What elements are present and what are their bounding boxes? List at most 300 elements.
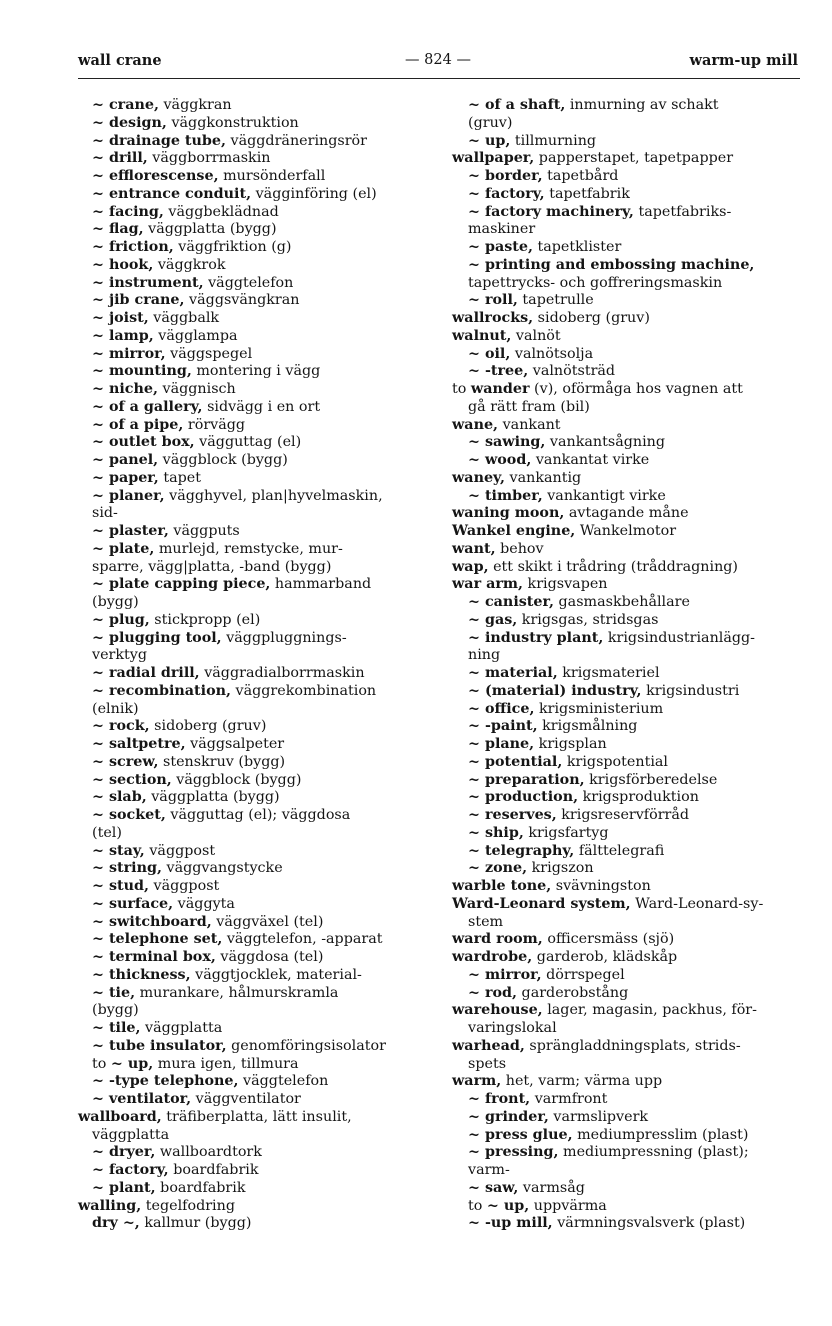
entry-term: dry ~, [92,1215,140,1232]
entry-term: wardrobe, [452,949,533,965]
entry-term: walling, [78,1197,142,1214]
entry-term: ~ tie, [92,984,136,1001]
entry-line [452,1144,804,1162]
entry-text: väggkran [158,97,232,113]
entry-line [452,381,804,399]
entry-line [78,363,438,381]
entry-term: ~ telegraphy, [468,842,575,859]
entry-text: krigsreservförråd [556,807,690,823]
entry-text: officersmäss (sjö) [542,931,675,948]
entry-term: ~ outlet box, [92,434,195,451]
entry-term: ~ potential, [468,753,563,770]
page-number: — 824 — [405,52,471,68]
entry-line [452,754,804,772]
entry-text: krigspotential [562,753,668,770]
entry-line [78,1180,438,1198]
entry-text: krigsgas, stridsgas [517,611,659,628]
entry-text: kallmur (bygg) [139,1215,252,1232]
entry-term: ~ entrance conduit, [92,185,252,202]
entry-term: ~ factory, [92,1162,169,1178]
entry-line [452,896,804,914]
entry-line [452,949,804,967]
entry-line [78,115,438,133]
entry-line [78,878,438,896]
entry-line [78,488,438,506]
entry-line [78,1127,438,1145]
entry-line [452,434,804,452]
entry-text: tapettrycks- och goffreringsmaskin [468,274,723,291]
entry-term: ~ mirror, [92,345,166,362]
entry-text: (tel) [92,824,122,841]
entry-text: vankantig [504,469,582,486]
entry-term: ~ front, [468,1091,531,1107]
entry-term: warhead, [452,1037,525,1054]
entry-line [452,186,804,204]
entry-text: vägguttag (el); väggdosa [165,807,351,823]
entry-term: ~ plaster, [92,523,169,539]
entry-text: ning [468,647,501,664]
entry-text: väggtelefon [238,1073,329,1090]
entry-line [78,1198,438,1216]
entry-line [452,97,804,115]
entry-line [452,470,804,488]
entry-term: ~ crane, [92,97,159,113]
entry-line [78,381,438,399]
entry-text: krigsmålning [537,718,638,735]
entry-text: värmningsvalsverk (plast) [552,1215,746,1232]
entry-text: väggdosa (tel) [215,949,324,965]
entry-text: väggventilator [191,1091,301,1107]
entry-line [452,1091,804,1109]
entry-line [452,665,804,683]
entry-term: ~ sawing, [468,434,546,451]
entry-text: Wankelmotor [575,523,677,539]
entry-line [78,736,438,754]
entry-term: ~ plane, [468,736,535,752]
entry-line [78,292,438,310]
entry-text: väggbeklädnad [163,203,279,220]
entry-line [452,736,804,754]
entry-term: wallpaper, [452,150,535,167]
entry-line [452,310,804,328]
entry-text: garderob, klädskåp [532,949,678,965]
entry-term: ~ slab, [92,789,147,806]
entry-line [452,150,804,168]
entry-term: ~ paste, [468,239,533,255]
entry-term: ~ tile, [92,1020,141,1036]
entry-line [78,701,438,719]
entry-term: ~ plant, [92,1179,156,1196]
entry-text: to [468,1197,487,1214]
entry-line [452,133,804,151]
entry-term: ~ -paint, [468,718,538,735]
entry-text: väggputs [168,523,240,539]
entry-term: waney, [452,469,505,486]
entry-term: ~ switchboard, [92,913,212,930]
entry-term: ~ tube insulator, [92,1037,227,1054]
entry-term: ~ design, [92,114,167,131]
entry-text: sidoberg (gruv) [533,310,650,326]
entry-line [78,275,438,293]
entry-text: krigsplan [534,736,607,752]
entry-term: ~ office, [468,700,535,717]
entry-term: ~ thickness, [92,966,191,983]
entry-text: sprängladdningsplats, strids- [524,1037,741,1054]
entry-line [78,718,438,736]
entry-line [452,647,804,665]
entry-text: dörrspegel [541,966,625,983]
entry-term: ~ stay, [92,842,145,859]
entry-text: väggtelefon [203,274,294,291]
entry-term: ~ jib crane, [92,292,185,309]
entry-line [78,1109,438,1127]
entry-term: ~ material, [468,665,558,681]
entry-term: ~ saw, [468,1179,519,1196]
entry-term: wallboard, [78,1108,162,1125]
entry-text: väggsvängkran [184,292,300,309]
entry-line [78,328,438,346]
entry-line [78,470,438,488]
entry-line [78,754,438,772]
entry-text: krigsmateriel [557,665,660,681]
entry-line [452,789,804,807]
entry-term: ~ recombination, [92,682,231,699]
entry-term: ~ friction, [92,239,174,255]
entry-term: ~ gas, [468,611,518,628]
entry-text: väggpluggnings- [221,629,347,646]
entry-line [452,1002,804,1020]
entry-term: ~ instrument, [92,274,204,291]
entry-term: ~ -type telephone, [92,1073,239,1090]
entry-term: ~ of a pipe, [92,416,184,433]
entry-term: ~ section, [92,771,172,788]
entry-text: väggrekombination [230,682,377,699]
entry-text: genomföringsisolator [226,1037,386,1054]
entry-term: ~ radial drill, [92,665,200,681]
entry-term: ~ roll, [468,292,518,309]
entry-term: wane, [452,416,499,433]
entry-text: mediumpressning (plast); [558,1144,749,1161]
entry-term: ~ string, [92,860,162,877]
entry-text: tapetfabriks- [633,203,732,220]
entry-text: vankantat virke [531,452,650,468]
entry-text: stenskruv (bygg) [158,753,286,770]
entry-text: valnötsträd [528,363,616,380]
entry-term: ~ terminal box, [92,949,216,965]
entry-text: väggblock (bygg) [171,771,302,788]
entry-line [452,914,804,932]
entry-text: Ward-Leonard-sy- [630,895,764,912]
entry-text: väggspegel [165,345,253,362]
entry-line [452,363,804,381]
entry-text: väggdräneringsrör [225,132,367,149]
entry-term: ~ plate capping piece, [92,576,271,593]
entry-line [78,399,438,417]
entry-term: warble tone, [452,878,552,894]
entry-term: ~ industry plant, [468,629,604,646]
entry-text: väggkonstruktion [166,114,299,131]
entry-text: boardfabrik [168,1162,259,1178]
entry-line [78,949,438,967]
entry-line [78,452,438,470]
entry-text: väggblock (bygg) [158,452,288,468]
entry-text: uppvärma [529,1197,607,1214]
entry-term: ~ drainage tube, [92,132,226,149]
entry-line [452,292,804,310]
entry-text: väggyta [173,895,235,912]
entry-term: ~ press glue, [468,1126,573,1143]
entry-term: ~ hook, [92,256,154,273]
left-column [78,97,438,1233]
entry-text: väggtjocklek, material- [190,966,362,983]
entry-text: krigsministerium [534,700,664,717]
entry-term: ~ joist, [92,310,149,326]
entry-term: ~ grinder, [468,1108,549,1125]
entry-line [78,665,438,683]
entry-line [452,275,804,293]
entry-term: ~ mounting, [92,363,192,380]
entry-text: papperstapet, tapetpapper [534,150,734,167]
entry-text: gå rätt fram (bil) [468,398,590,415]
entry-line [78,239,438,257]
entry-term: ~ canister, [468,594,554,610]
entry-text: hammarband [270,576,372,593]
entry-term: Ward-Leonard system, [452,895,631,912]
entry-line [78,1144,438,1162]
entry-line [452,1127,804,1145]
entry-term: ~ drill, [92,150,148,167]
entry-term: ~ screw, [92,753,159,770]
entry-line [78,1038,438,1056]
entry-line [78,1020,438,1038]
entry-text: vägglampa [153,327,238,344]
entry-line [452,1109,804,1127]
entry-text: väggpost [144,842,216,859]
entry-line [78,1073,438,1091]
entry-term: ~ wood, [468,452,532,468]
entry-text: vankant [498,416,561,433]
entry-text: vankantsågning [545,434,666,451]
entry-text: krigszon [527,860,594,877]
entry-text: lager, magasin, packhus, för- [542,1002,757,1019]
entry-line [78,505,438,523]
entry-text: ett skikt i trådring (tråddragning) [488,558,739,575]
entry-line [78,931,438,949]
entry-line [452,683,804,701]
entry-line [78,310,438,328]
entry-line [452,168,804,186]
entry-term: Wankel engine, [452,523,576,539]
entry-line [78,559,438,577]
entry-text: valnötsolja [510,345,594,362]
entry-text: stem [468,913,504,930]
entry-term: want, [452,540,496,557]
entry-line [452,825,804,843]
entry-text: varmslipverk [548,1108,649,1125]
entry-text: rörvägg [183,416,246,433]
entry-text: (bygg) [92,594,139,610]
entry-text: valnöt [511,327,561,344]
entry-term: ~ (material) industry, [468,682,642,699]
entry-text: to [92,1055,111,1072]
entry-term: ~ socket, [92,807,166,823]
entry-line [452,328,804,346]
entry-line [452,239,804,257]
entry-line [78,417,438,435]
entry-term: ~ up, [486,1197,530,1214]
entry-line [452,807,804,825]
entry-term: ~ facing, [92,203,164,220]
entry-text: sidoberg (gruv) [149,718,267,735]
entry-term: ~ saltpetre, [92,736,186,752]
entry-text: tegelfodring [141,1197,235,1214]
entry-text: krigsförberedelse [584,771,718,788]
entry-text: varmsåg [518,1179,585,1196]
entry-line [78,860,438,878]
entry-term: ~ ship, [468,824,524,841]
entry-text: tapet [158,469,201,486]
header-left-guide-word: wall crane [78,52,162,69]
entry-line [78,133,438,151]
entry-term: wallrocks, [452,310,534,326]
entry-line [78,1002,438,1020]
entry-text: väggbalk [148,310,220,326]
entry-term: wander [470,381,530,397]
entry-term: wap, [452,558,489,575]
entry-line [78,1215,438,1233]
entry-text: väggväxel (tel) [211,913,324,930]
entry-text: krigsproduktion [578,789,699,806]
entry-term: ~ plate, [92,540,155,557]
entry-line [78,772,438,790]
entry-text: gasmaskbehållare [553,594,690,610]
entry-term: ~ flag, [92,221,144,238]
entry-line [78,257,438,275]
entry-term: walnut, [452,327,512,344]
entry-text: varmfront [530,1091,608,1107]
entry-term: ~ dryer, [92,1144,156,1161]
entry-text: (bygg) [92,1002,139,1019]
entry-text: mursönderfall [218,168,326,184]
entry-text: mediumpresslim (plast) [572,1126,749,1143]
entry-text: verktyg [92,647,148,664]
entry-term: ~ border, [468,168,543,184]
entry-line [78,346,438,364]
entry-text: behov [495,540,544,557]
entry-line [78,541,438,559]
header-rule [78,78,800,79]
entry-text: murankare, hålmurskramla [135,984,339,1001]
entry-term: ~ oil, [468,345,511,362]
entry-line [452,772,804,790]
entry-text: svävningston [551,878,651,894]
entry-line [78,807,438,825]
entry-line [452,843,804,861]
entry-term: ~ rod, [468,984,517,1001]
entry-line [452,204,804,222]
entry-term: ~ printing and embossing machine, [468,256,755,273]
entry-line [78,1091,438,1109]
page-header [78,50,798,70]
entry-line [78,612,438,630]
entry-line [78,221,438,239]
entry-term: ~ panel, [92,452,159,468]
entry-term: ~ reserves, [468,807,557,823]
entry-line [78,1162,438,1180]
entry-line [452,417,804,435]
entry-text: maskiner [468,221,536,238]
entry-term: ~ -tree, [468,363,529,380]
entry-line [452,221,804,239]
entry-text: väggpost [148,878,220,894]
entry-text: (elnik) [92,700,139,717]
entry-line [452,612,804,630]
entry-term: ~ zone, [468,860,528,877]
entry-term: ~ factory, [468,185,545,202]
entry-line [452,878,804,896]
entry-text: väggkrok [153,256,226,273]
entry-term: ~ up, [468,132,511,149]
entry-line [78,434,438,452]
entry-text: träfiberplatta, lätt insulit, [161,1108,352,1125]
entry-line [78,630,438,648]
entry-line [452,594,804,612]
entry-line [452,1073,804,1091]
entry-line [452,985,804,1003]
entry-text: krigsindustri [641,682,740,699]
entry-term: ~ surface, [92,895,174,912]
entry-line [452,488,804,506]
entry-term: ~ up, [110,1055,154,1072]
entry-text: krigsvapen [522,576,608,593]
entry-text: vägginföring (el) [251,185,377,202]
entry-text: väggplatta [140,1020,223,1036]
entry-line [452,1020,804,1038]
entry-text: to [452,381,471,397]
entry-line [452,1198,804,1216]
entry-line [78,204,438,222]
entry-text: väggplatta (bygg) [146,789,280,806]
entry-term: ~ of a shaft, [468,97,566,113]
entry-line [452,931,804,949]
entry-line [452,115,804,133]
entry-text: (v), oförmåga hos vagnen att [529,381,743,397]
entry-line [78,594,438,612]
entry-text: vägghyvel, plan|hyvelmaskin, [164,487,383,504]
entry-text: tapetklister [532,239,622,255]
entry-text: sidvägg i en ort [202,398,321,415]
entry-line [452,452,804,470]
entry-text: tapetrulle [517,292,594,309]
entry-line [452,1162,804,1180]
entry-text: inmurning av schakt [565,97,719,113]
entry-text: krigsindustrianlägg- [603,629,756,646]
entry-term: ~ lamp, [92,327,154,344]
entry-term: ~ efflorescense, [92,168,219,184]
entry-line [452,399,804,417]
entry-term: ~ preparation, [468,771,585,788]
entry-term: warehouse, [452,1002,543,1019]
entry-line [78,825,438,843]
entry-text: väggplatta [92,1126,170,1143]
entry-text: krigsfartyg [523,824,609,841]
entry-term: ~ plug, [92,611,150,628]
entry-line [452,523,804,541]
entry-term: ward room, [452,931,543,948]
entry-line [452,1056,804,1074]
entry-line [78,789,438,807]
entry-term: ~ factory machinery, [468,203,634,220]
